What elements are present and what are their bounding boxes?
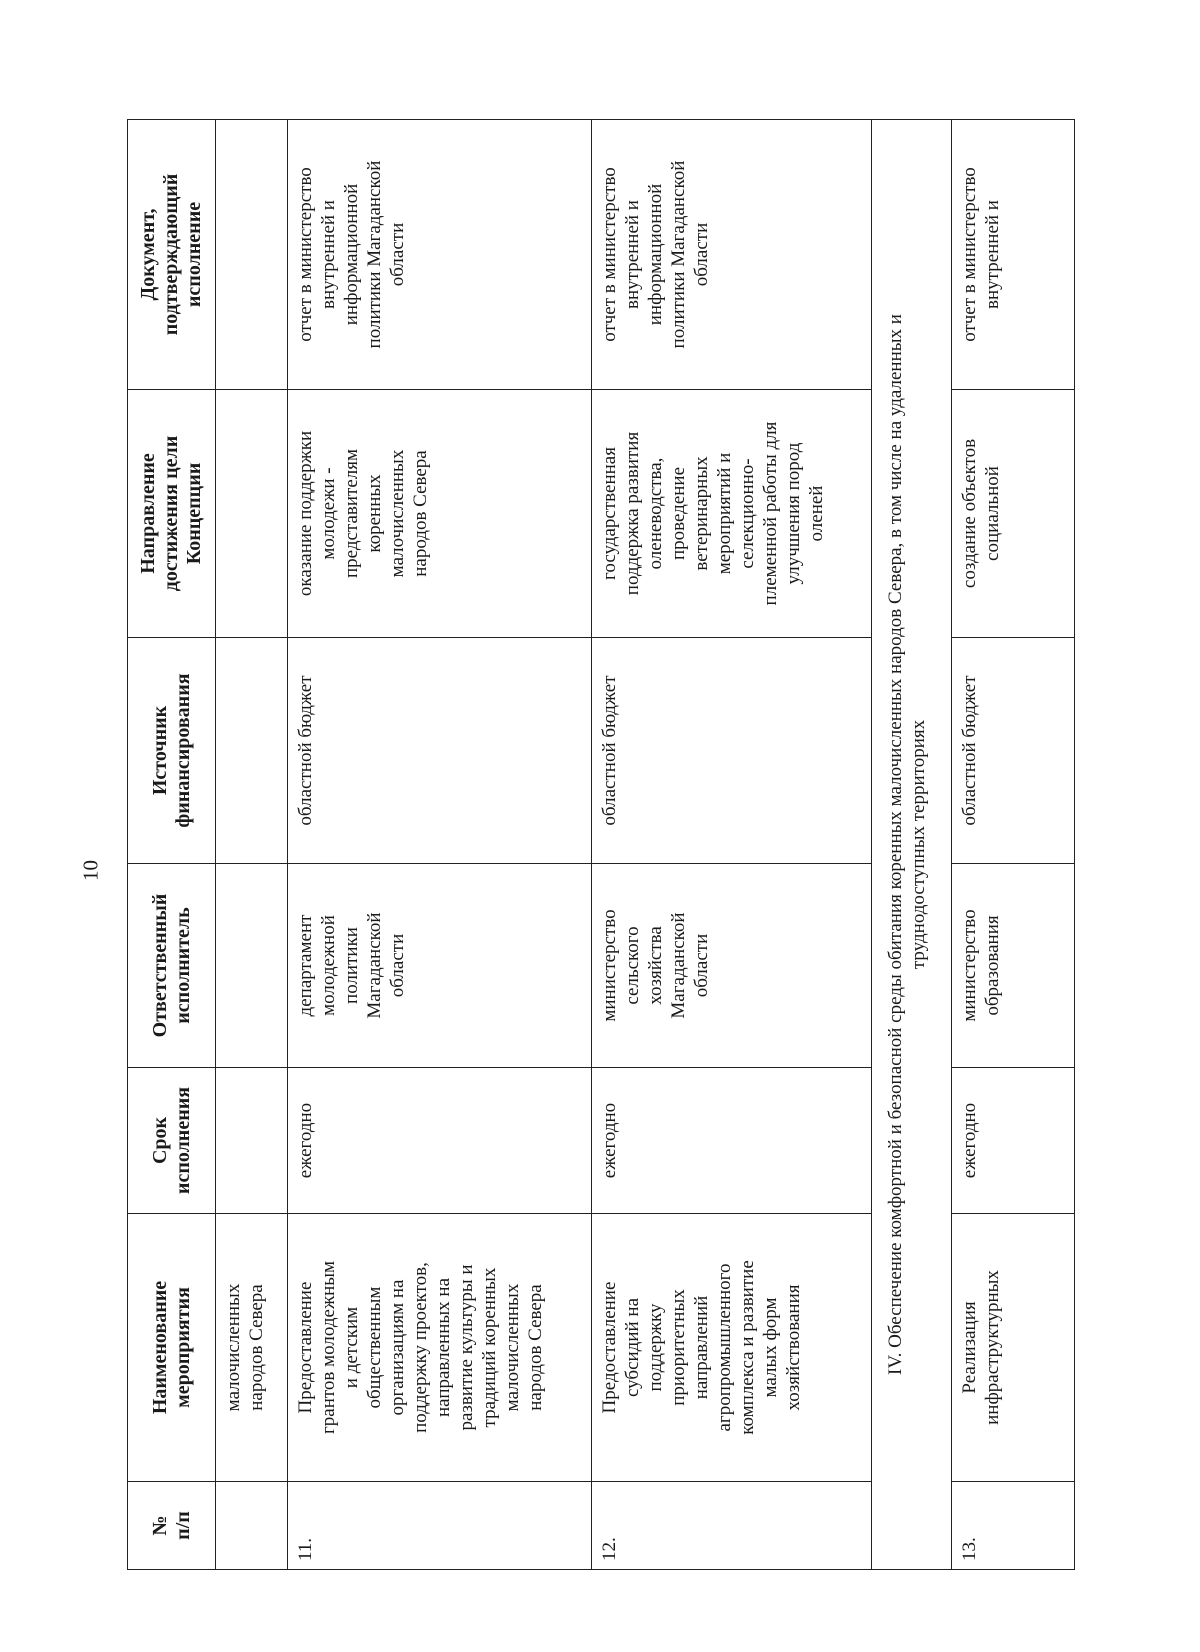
row-source: областной бюджет [952,638,1075,864]
header-name: Наименование мероприятия [128,1214,216,1482]
row-executor [216,864,288,1068]
table-row [216,120,288,1570]
table-header-row [128,120,216,1570]
header-term: Срок исполнения [128,1068,216,1214]
section-heading: IV. Обеспечение комфортной и безопасной среды обитания коренных малочисленных народов Севера, в том числе на удаленных и труднодоступных территориях [872,120,952,1570]
row-document [216,120,288,390]
row-document: отчет в министерство внутренней и информационной политики Магаданской области [288,120,592,390]
row-name: малочисленных народов Севера [216,1214,288,1482]
row-executor: министерство образования [952,864,1075,1068]
table-row [288,120,592,1570]
row-source: областной бюджет [592,638,872,864]
header-num: № п/п [128,1482,216,1570]
section-row [872,120,952,1570]
row-source [216,638,288,864]
row-direction: оказание поддержки молодежи - представителям коренных малочисленных народов Севера [288,390,592,638]
row-term: ежегодно [288,1068,592,1214]
row-document: отчет в министерство внутренней и [952,120,1075,390]
table-row [592,120,872,1570]
row-direction: создание объектов социальной [952,390,1075,638]
row-executor: департамент молодежной политики Магаданской области [288,864,592,1068]
row-term [216,1068,288,1214]
page-number: 10 [78,860,103,881]
row-name: Предоставление грантов молодежным и детским общественным организациям на поддержку проектов, направленных на развитие культуры и традиций коренных малочисленных народов Севера [288,1214,592,1482]
row-num: 11. [288,1482,592,1570]
document-table-wrapper [127,120,1075,1570]
row-num [216,1482,288,1570]
row-direction [216,390,288,638]
row-num: 13. [952,1482,1075,1570]
header-source: Источник финансирования [128,638,216,864]
row-term: ежегодно [592,1068,872,1214]
row-source: областной бюджет [288,638,592,864]
row-term: ежегодно [952,1068,1075,1214]
row-name: Предоставление субсидий на поддержку приоритетных направлений агропромышленного комплекса и развитие малых форм хозяйствования [592,1214,872,1482]
row-document: отчет в министерство внутренней и информационной политики Магаданской области [592,120,872,390]
header-executor: Ответственный исполнитель [128,864,216,1068]
row-executor: министерство сельского хозяйства Магаданской области [592,864,872,1068]
events-table [127,119,1075,1570]
header-document: Документ, подтверждающий исполнение [128,120,216,390]
row-num: 12. [592,1482,872,1570]
row-name: Реализация инфраструктурных [952,1214,1075,1482]
table-row [952,120,1075,1570]
row-direction: государственная поддержка развития оленеводства, проведение ветеринарных мероприятий и селекционно- племенной работы для улучшения пород оленей [592,390,872,638]
header-direction: Направление достижения цели Концепции [128,390,216,638]
